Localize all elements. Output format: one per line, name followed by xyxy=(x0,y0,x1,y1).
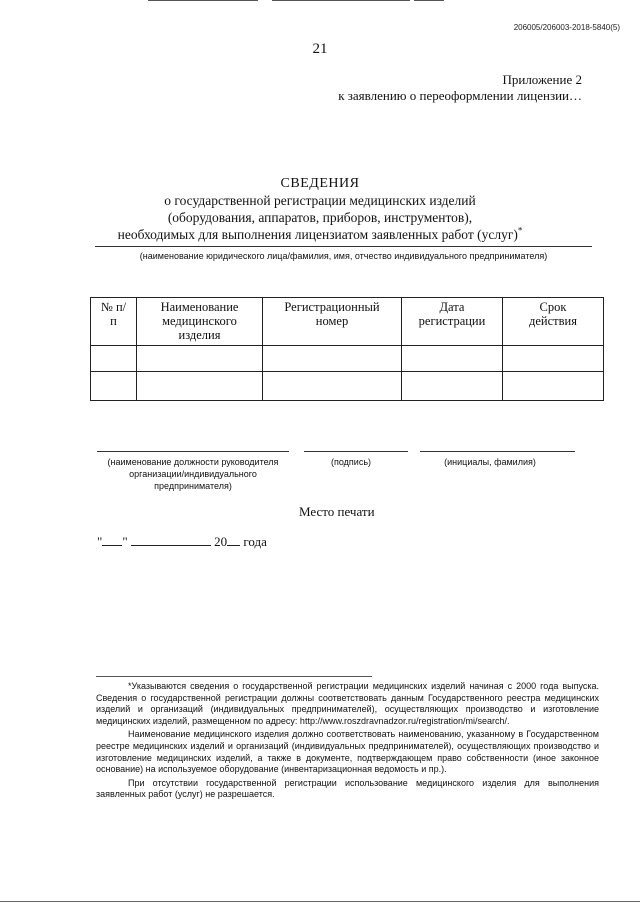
table-cell[interactable] xyxy=(137,346,263,372)
top-edge-line xyxy=(148,0,258,1)
table-cell[interactable] xyxy=(263,372,402,401)
table-row xyxy=(91,372,604,401)
table-header-row xyxy=(91,298,604,346)
position-caption: (наименование должности руководителя организации/индивидуального предпринимателя) xyxy=(107,457,279,491)
appendix-line-2: к заявлению о переоформлении лицензии… xyxy=(338,88,582,103)
appendix-line-1: Приложение 2 xyxy=(502,72,582,87)
footnote-2: Наименование медицинского изделия должно соответствовать наименованию, указанному в Государственном реестре медицинских изделий и организаций (индивидуальных предпринимателей), осуществляющих производство и изготовление медицинских изделий, а также в документе, подтверждающем право собственности (иное законное основание) на используемое оборудование (инвентаризационная ведомость и пр.). xyxy=(96,729,599,775)
name-caption: (инициалы, фамилия) xyxy=(444,457,536,467)
date-line xyxy=(97,534,267,550)
table-cell[interactable] xyxy=(503,372,604,401)
header-validity-text: Срок действия xyxy=(529,300,577,328)
header-registration-number xyxy=(263,298,402,346)
footnote-3: При отсутствии государственной регистрации использование медицинского изделия для выполнения заявленных работ (услуг) не разрешается. xyxy=(96,777,599,800)
table-cell[interactable] xyxy=(402,372,503,401)
table-row xyxy=(91,346,604,372)
title-line-2: (оборудования, аппаратов, приборов, инструментов), xyxy=(167,210,473,225)
registration-table xyxy=(90,297,604,401)
document-title xyxy=(0,175,640,243)
title-heading: СВЕДЕНИЯ xyxy=(280,176,360,191)
footnotes xyxy=(96,681,599,803)
date-close-quote: " xyxy=(122,534,128,549)
title-line-1: о государственной регистрации медицинских изделий xyxy=(164,193,476,208)
header-registration-date xyxy=(402,298,503,346)
footnote-1: *Указываются сведения о государственной регистрации медицинских изделий начиная с 2000 года выпуска. Сведения о государственной регистрации должны соответствовать данным Государственного реестра медицинских изделий и организаций (индивидуальных предпринимателей), осуществляющих производство и изготовление медицинских изделий, размещенном по адресу: http://www.roszdravnadzor.ru/registration/mi/search/. xyxy=(96,681,599,726)
bottom-edge-line xyxy=(0,901,640,902)
seal-label: Место печати xyxy=(299,504,375,519)
applicant-caption: (наименование юридического лица/фамилия, имя, отчество индивидуального предпринимателя) xyxy=(139,251,548,261)
header-number-text: № п/п xyxy=(100,300,127,328)
name-signature-line xyxy=(420,451,575,452)
header-device-name xyxy=(137,298,263,346)
date-suffix: года xyxy=(243,534,267,549)
table-cell[interactable] xyxy=(503,346,604,372)
top-edge-line xyxy=(272,0,410,1)
signature-line xyxy=(304,451,408,452)
year-blank[interactable] xyxy=(227,534,240,546)
title-line-3 xyxy=(0,226,640,243)
appendix-label xyxy=(338,72,582,104)
top-edge-line xyxy=(414,0,444,1)
table-cell[interactable] xyxy=(263,346,402,372)
position-signature-line xyxy=(97,451,289,452)
date-open-quote: " xyxy=(97,534,103,549)
applicant-name-line xyxy=(95,246,592,247)
header-number xyxy=(91,298,137,346)
footnote-separator xyxy=(96,676,372,677)
header-device-name-text: Наименование медицинского изделия xyxy=(160,300,239,342)
header-validity xyxy=(503,298,604,346)
title-line-3-text: необходимых для выполнения лицензиатом заявленных работ (услуг) xyxy=(117,227,518,242)
day-blank[interactable] xyxy=(102,534,122,546)
header-registration-number-text: Регистрационный номер xyxy=(284,300,380,328)
table-cell[interactable] xyxy=(91,346,137,372)
table-cell[interactable] xyxy=(91,372,137,401)
signature-caption: (подпись) xyxy=(330,457,372,467)
document-id: 206005/206003-2018-5840(5) xyxy=(513,23,620,32)
month-blank[interactable] xyxy=(131,534,211,546)
footnote-mark: * xyxy=(517,225,523,236)
page-number: 21 xyxy=(312,41,328,57)
table-cell[interactable] xyxy=(137,372,263,401)
header-registration-date-text: Дата регистрации xyxy=(418,300,486,328)
date-century: 20 xyxy=(214,534,228,549)
table-cell[interactable] xyxy=(402,346,503,372)
